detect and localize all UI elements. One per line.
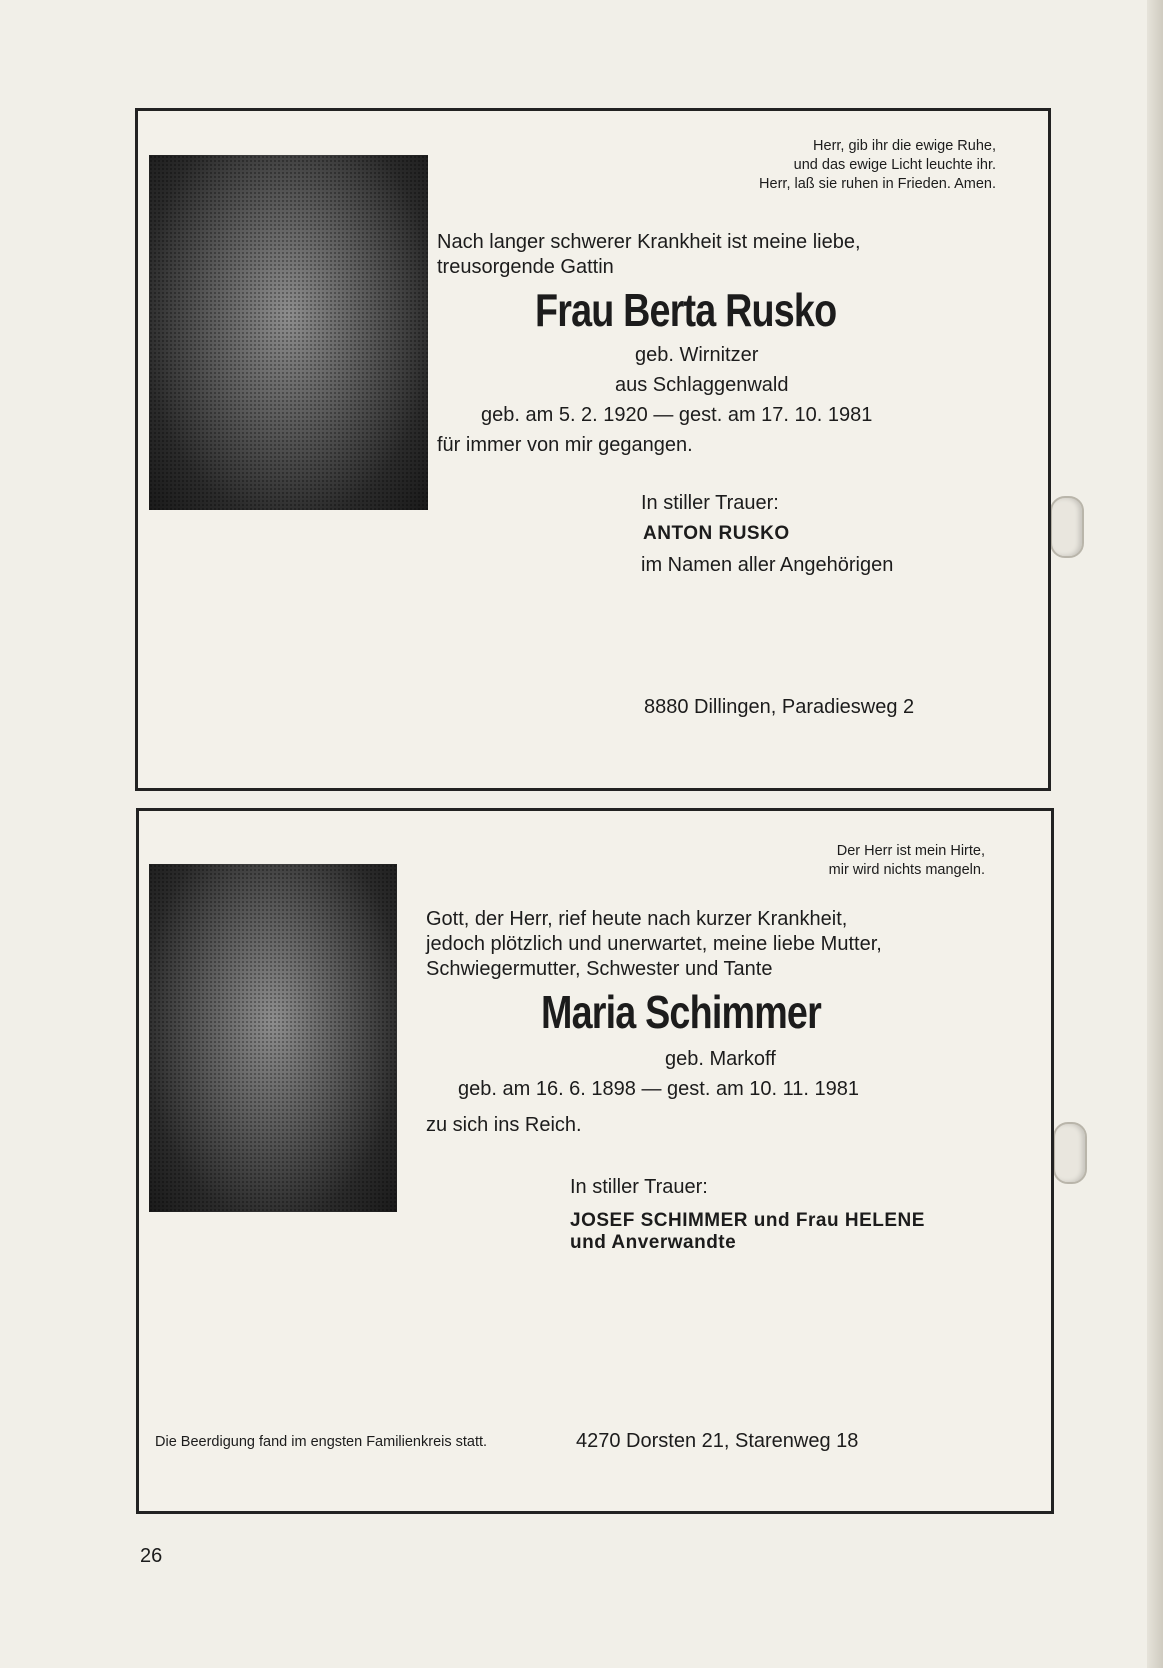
birth-name: geb. Wirnitzer	[635, 344, 759, 366]
mourning-label: In stiller Trauer:	[570, 1176, 708, 1198]
verse-line: Herr, gib ihr die ewige Ruhe,	[813, 138, 996, 154]
birth-name: geb. Markoff	[665, 1048, 776, 1070]
obituary-notice-maria-schimmer	[136, 808, 1054, 1514]
verse-line: Der Herr ist mein Hirte,	[836, 843, 985, 859]
life-dates: geb. am 5. 2. 1920 — gest. am 17. 10. 1981	[481, 404, 873, 426]
closing-text: zu sich ins Reich.	[426, 1114, 582, 1136]
intro-line: Gott, der Herr, rief heute nach kurzer Krankheit,	[426, 908, 848, 930]
closing-text: für immer von mir gegangen.	[437, 434, 693, 456]
portrait-photo	[149, 155, 428, 510]
deceased-name: Maria Schimmer	[541, 986, 821, 1038]
intro-line: Schwiegermutter, Schwester und Tante	[426, 958, 773, 980]
punch-hole-top	[1050, 496, 1084, 558]
mourner-name: ANTON RUSKO	[643, 523, 790, 544]
intro-line: jedoch plötzlich und unerwartet, meine liebe Mutter,	[426, 933, 882, 955]
intro-text	[426, 907, 882, 982]
page-edge	[1147, 0, 1163, 1668]
mourner-line: und Anverwandte	[570, 1232, 737, 1253]
page-number: 26	[140, 1545, 163, 1567]
obituary-notice-berta-rusko	[135, 108, 1051, 791]
punch-hole-bottom	[1053, 1122, 1087, 1184]
portrait-photo	[149, 864, 397, 1212]
mourner-line: JOSEF SCHIMMER und Frau HELENE	[570, 1210, 925, 1231]
verse	[829, 842, 985, 880]
address: 4270 Dorsten 21, Starenweg 18	[576, 1430, 859, 1452]
deceased-name: Frau Berta Rusko	[535, 284, 837, 336]
mourners	[570, 1210, 925, 1254]
mourner-note: im Namen aller Angehörigen	[641, 554, 894, 576]
origin: aus Schlaggenwald	[615, 374, 789, 396]
address: 8880 Dillingen, Paradiesweg 2	[644, 696, 915, 718]
mourning-label: In stiller Trauer:	[641, 492, 779, 514]
verse-line: und das ewige Licht leuchte ihr.	[793, 157, 996, 173]
intro-line: treusorgende Gattin	[437, 256, 614, 278]
life-dates: geb. am 16. 6. 1898 — gest. am 10. 11. 1981	[458, 1078, 860, 1100]
verse-line: Herr, laß sie ruhen in Frieden. Amen.	[759, 176, 996, 192]
verse	[759, 137, 996, 194]
intro-line: Nach langer schwerer Krankheit ist meine liebe,	[437, 231, 861, 253]
verse-line: mir wird nichts mangeln.	[828, 862, 985, 878]
burial-note: Die Beerdigung fand im engsten Familienkreis statt.	[155, 1434, 488, 1450]
intro-text	[437, 230, 861, 280]
